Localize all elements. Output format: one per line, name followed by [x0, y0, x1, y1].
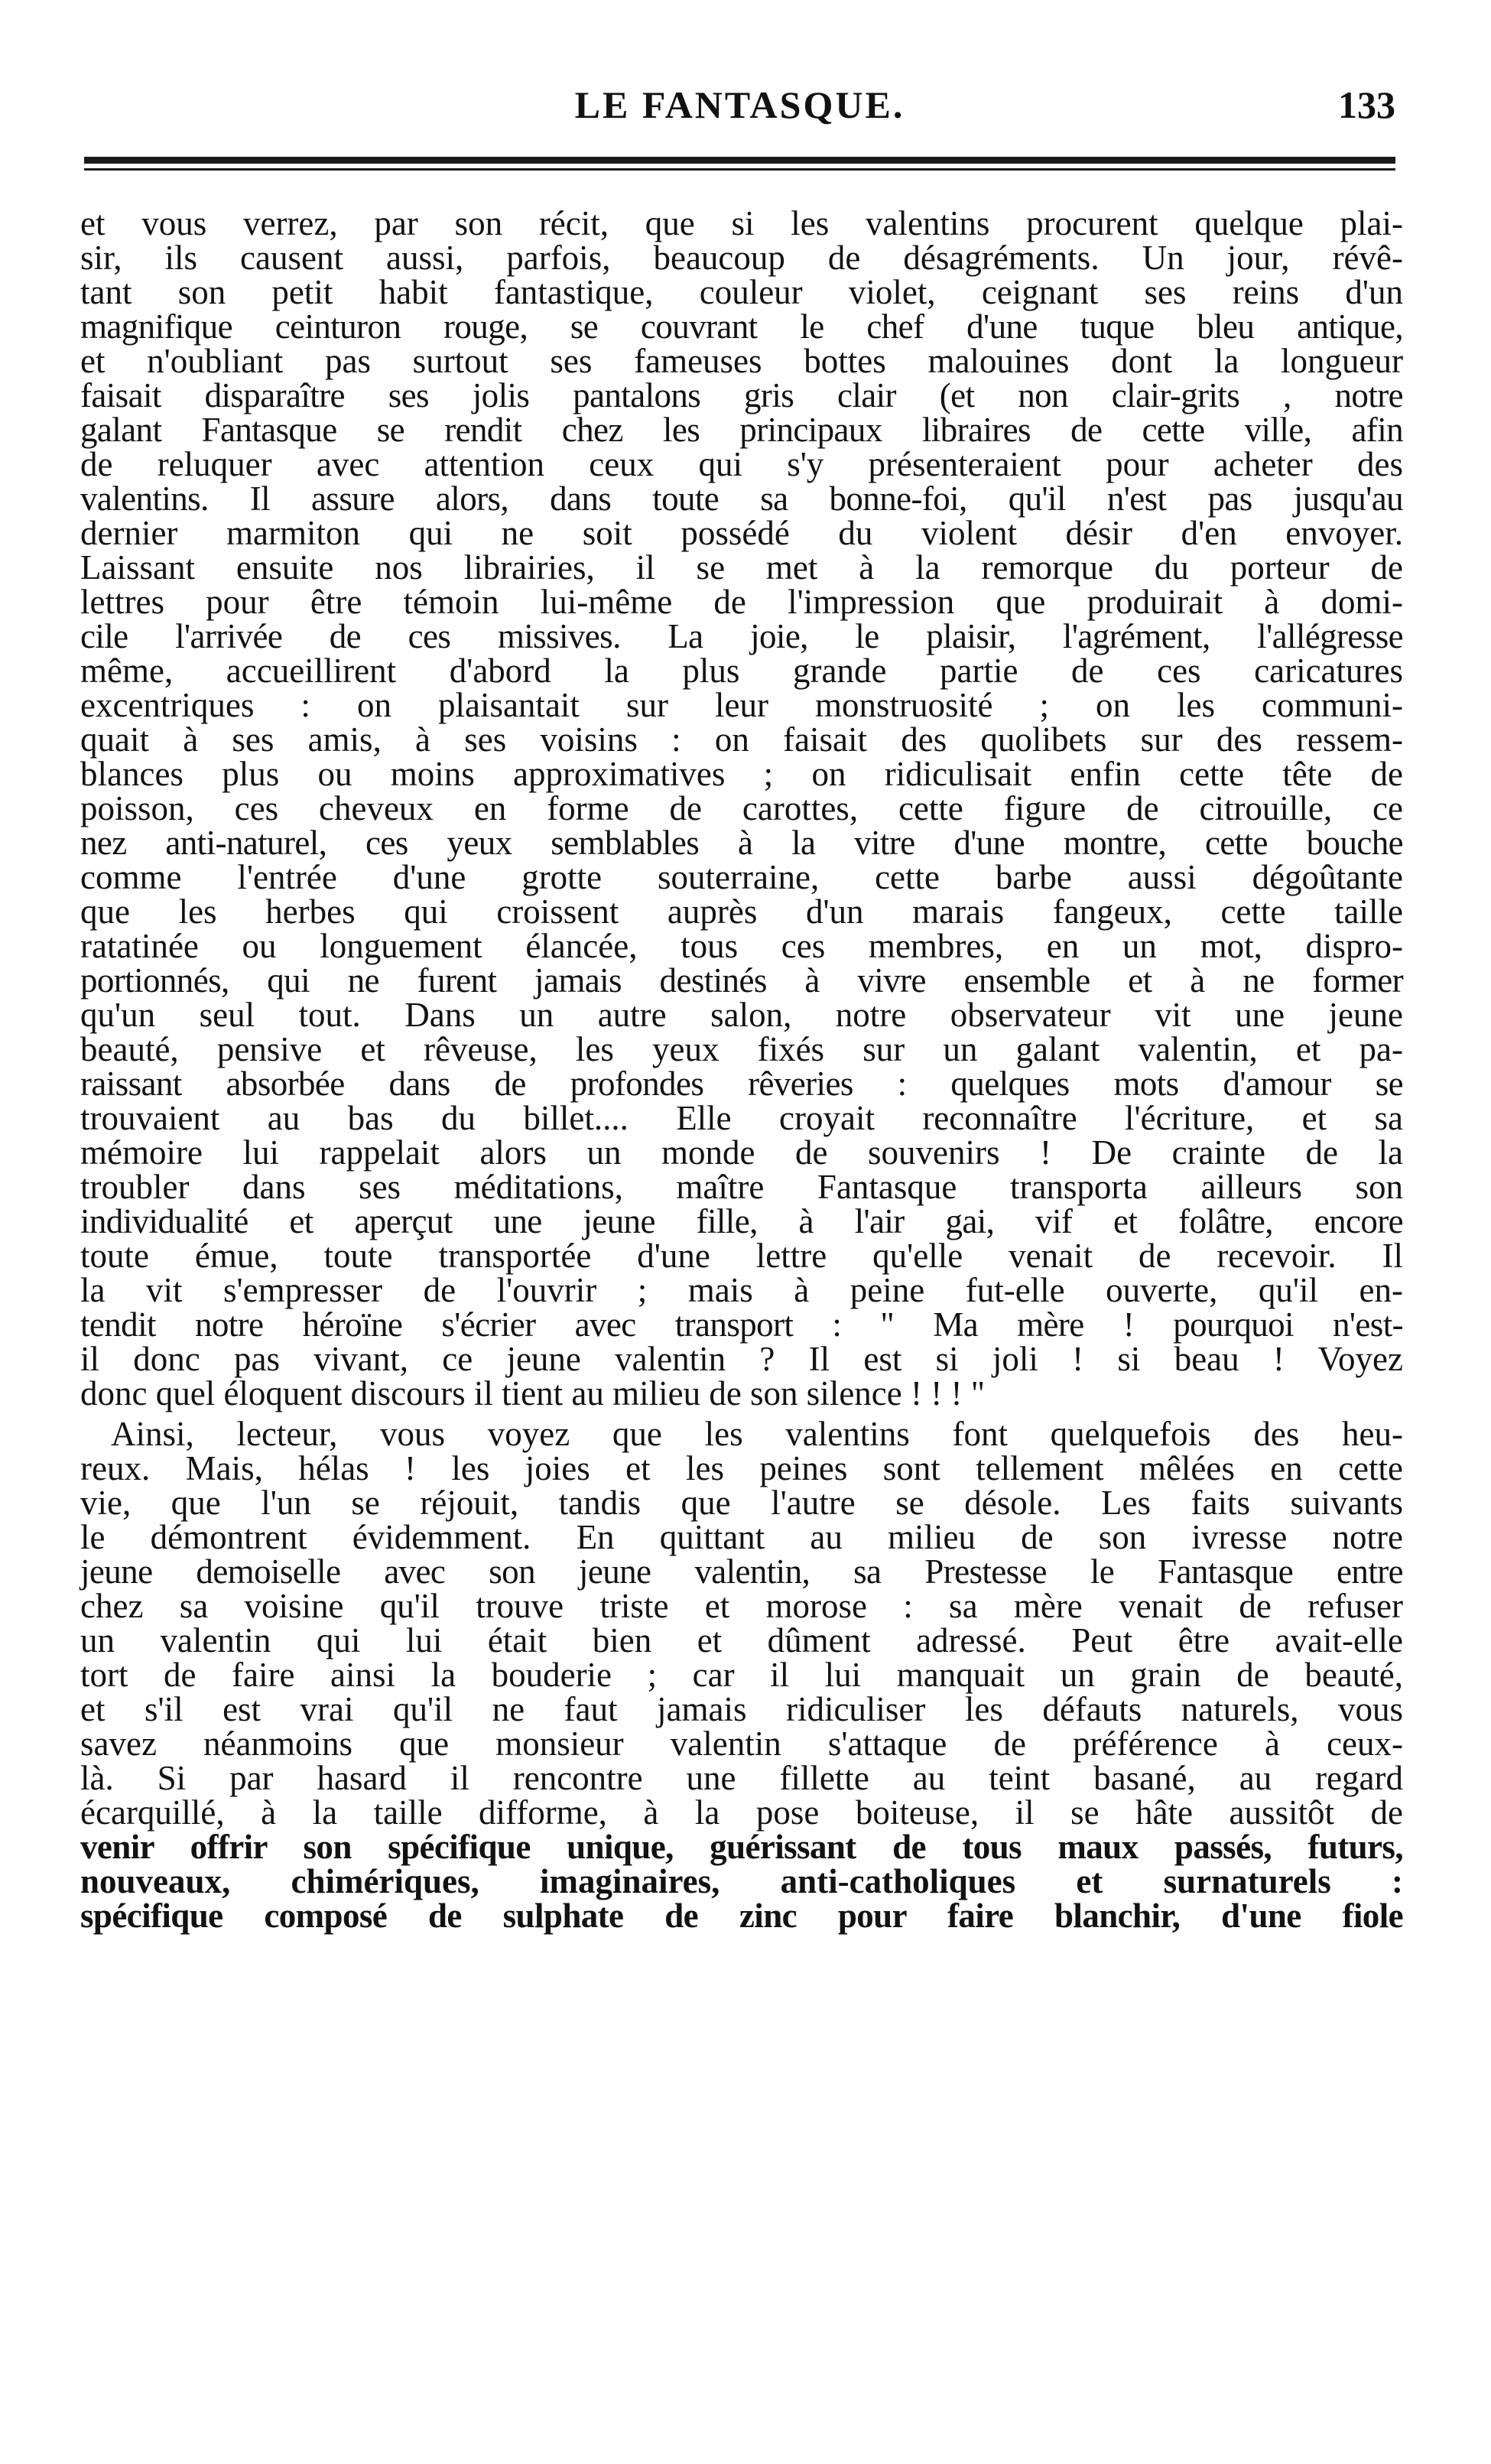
text-line: trouvaient au bas du billet.... Elle croyait reconnaître l'écriture, et sa: [80, 1099, 1403, 1137]
text-line: quait à ses amis, à ses voisins : on faisait des quolibets sur des ressem-: [80, 720, 1403, 759]
text-line: le démontrent évidemment. En quittant au milieu de son ivresse notre: [80, 1518, 1403, 1556]
text-line: individualité et aperçut une jeune fille, à l'air gai, vif et folâtre, encore: [80, 1202, 1403, 1240]
text-line: Laissant ensuite nos librairies, il se met à la remorque du porteur de: [80, 548, 1403, 587]
text-line: troubler dans ses méditations, maître Fantasque transporta ailleurs son: [80, 1168, 1403, 1206]
text-line: et s'il est vrai qu'il ne faut jamais ridiculiser les défauts naturels, vous: [80, 1690, 1403, 1728]
text-line: spécifique composé de sulphate de zinc pour faire blanchir, d'une fiole: [80, 1897, 1403, 1935]
text-line: nez anti-naturel, ces yeux semblables à la vitre d'une montre, cette bouche: [80, 824, 1403, 862]
text-line: un valentin qui lui était bien et dûment adressé. Peut être avait-elle: [80, 1621, 1403, 1659]
text-line: poisson, ces cheveux en forme de carottes, cette figure de citrouille, ce: [80, 789, 1403, 827]
text-line: même, accueillirent d'abord la plus grande partie de ces caricatures: [80, 652, 1403, 690]
text-line: galant Fantasque se rendit chez les principaux libraires de cette ville, afin: [80, 411, 1403, 449]
text-line: là. Si par hasard il rencontre une fillette au teint basané, au regard: [80, 1759, 1403, 1797]
text-line: reux. Mais, hélas ! les joies et les peines sont tellement mêlées en cette: [80, 1449, 1403, 1487]
paragraph-1: [80, 206, 1403, 1411]
page-header: [84, 83, 1395, 136]
text-line: tort de faire ainsi la bouderie ; car il lui manquait un grain de beauté,: [80, 1656, 1403, 1694]
text-line: cile l'arrivée de ces missives. La joie, le plaisir, l'agrément, l'allégresse: [80, 617, 1403, 655]
text-line: il donc pas vivant, ce jeune valentin ? Il est si joli ! si beau ! Voyez: [80, 1340, 1403, 1378]
page-number: 133: [1338, 83, 1395, 126]
text-line: donc quel éloquent discours il tient au milieu de son silence ! ! ! ": [80, 1374, 986, 1412]
text-line: toute émue, toute transportée d'une lettre qu'elle venait de recevoir. Il: [80, 1237, 1403, 1275]
text-line: faisait disparaître ses jolis pantalons gris clair (et non clair-grits , notre: [80, 376, 1403, 414]
text-line: portionnés, qui ne furent jamais destinés à vivre ensemble et à ne former: [80, 961, 1403, 1000]
text-line: et vous verrez, par son récit, que si les valentins procurent quelque plai-: [80, 204, 1403, 242]
text-line: qu'un seul tout. Dans un autre salon, notre observateur vit une jeune: [80, 996, 1403, 1034]
header-rule-thick: [84, 157, 1395, 164]
text-line: de reluquer avec attention ceux qui s'y présenteraient pour acheter des: [80, 445, 1403, 483]
text-line: sir, ils causent aussi, parfois, beaucoup de désagréments. Un jour, révê-: [80, 239, 1403, 277]
header-rule-thin: [84, 168, 1395, 171]
text-line: Ainsi, lecteur, vous voyez que les valentins font quelquefois des heu-: [111, 1415, 1403, 1453]
text-line: la vit s'empresser de l'ouvrir ; mais à peine fut-elle ouverte, qu'il en-: [80, 1271, 1403, 1309]
text-line: chez sa voisine qu'il trouve triste et morose : sa mère venait de refuser: [80, 1587, 1403, 1625]
running-head: LE FANTASQUE.: [574, 83, 905, 126]
text-line: que les herbes qui croissent auprès d'un marais fangeux, cette taille: [80, 892, 1403, 931]
text-line: vie, que l'un se réjouit, tandis que l'autre se désole. Les faits suivants: [80, 1484, 1403, 1522]
text-line: comme l'entrée d'une grotte souterraine, cette barbe aussi dégoûtante: [80, 858, 1403, 896]
text-line: excentriques : on plaisantait sur leur monstruosité ; on les communi-: [80, 686, 1403, 724]
text-line: mémoire lui rappelait alors un monde de souvenirs ! De crainte de la: [80, 1133, 1403, 1172]
text-line: jeune demoiselle avec son jeune valentin, sa Prestesse le Fantasque entre: [80, 1552, 1403, 1591]
text-line: et n'oubliant pas surtout ses fameuses bottes malouines dont la longueur: [80, 342, 1403, 380]
text-line: tant son petit habit fantastique, couleur violet, ceignant ses reins d'un: [80, 273, 1403, 311]
text-line: nouveaux, chimériques, imaginaires, anti-catholiques et surnaturels :: [80, 1862, 1403, 1900]
text-line: tendit notre héroïne s'écrier avec transport : " Ma mère ! pourquoi n'est-: [80, 1305, 1403, 1344]
text-line: savez néanmoins que monsieur valentin s'attaque de préférence à ceux-: [80, 1724, 1403, 1763]
text-line: dernier marmiton qui ne soit possédé du violent désir d'en envoyer.: [80, 514, 1403, 552]
text-line: beauté, pensive et rêveuse, les yeux fixés sur un galant valentin, et pa-: [80, 1030, 1403, 1068]
text-line: venir offrir son spécifique unique, guérissant de tous maux passés, futurs,: [80, 1828, 1403, 1866]
text-line: écarquillé, à la taille difforme, à la pose boiteuse, il se hâte aussitôt de: [80, 1793, 1403, 1832]
text-line: ratatinée ou longuement élancée, tous ces membres, en un mot, dispro-: [80, 927, 1403, 965]
text-line: valentins. Il assure alors, dans toute sa bonne-foi, qu'il n'est pas jusqu'au: [80, 479, 1403, 518]
paragraph-2: [80, 1417, 1403, 1933]
text-line: lettres pour être témoin lui-même de l'impression que produirait à domi-: [80, 583, 1403, 621]
text-line: blances plus ou moins approximatives ; on ridiculisait enfin cette tête de: [80, 755, 1403, 793]
body-text: [80, 206, 1403, 1933]
text-line: raissant absorbée dans de profondes rêveries : quelques mots d'amour se: [80, 1065, 1403, 1103]
text-line: magnifique ceinturon rouge, se couvrant le chef d'une tuque bleu antique,: [80, 307, 1403, 346]
